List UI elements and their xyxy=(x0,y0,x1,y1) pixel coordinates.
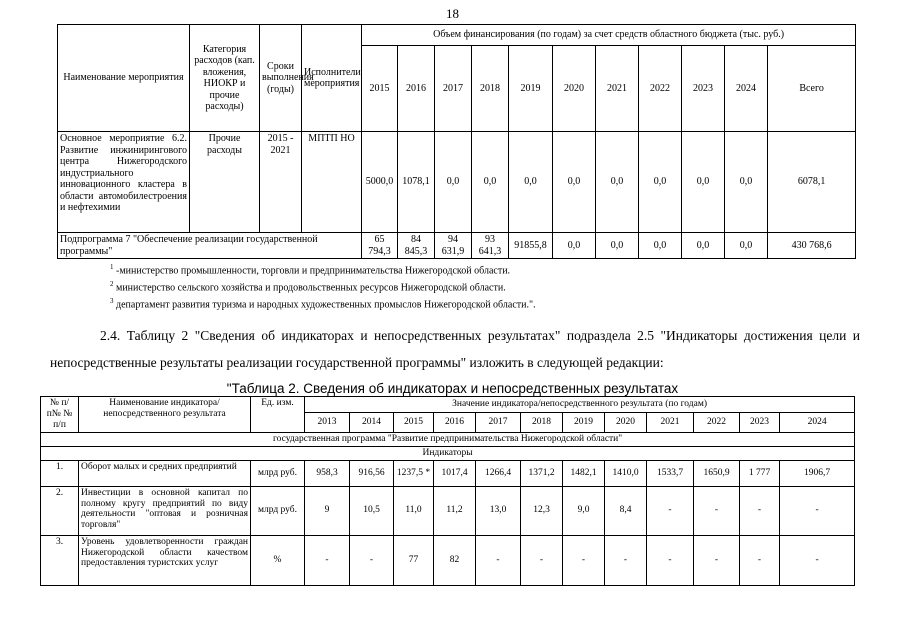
header-year: 2020 xyxy=(605,412,647,432)
row-value: 84 845,3 xyxy=(398,233,435,259)
row-value: - xyxy=(563,535,605,585)
row-value: 9,0 xyxy=(563,486,605,535)
header-year: 2024 xyxy=(780,412,855,432)
body-paragraph: 2.4. Таблицу 2 "Сведения об индикаторах и непосредственных результатах" подраздела 2.5 "Индикаторы достижения цели и непосредственные результаты реализации государственной программы" изложить в следующей редакции: xyxy=(50,328,860,370)
header-year: 2020 xyxy=(553,46,596,132)
row-value: 0,0 xyxy=(639,132,682,233)
header-year: 2024 xyxy=(725,46,768,132)
header-year: 2018 xyxy=(472,46,509,132)
header-year: 2018 xyxy=(521,412,563,432)
section-row: Индикаторы xyxy=(41,446,855,460)
row-value: 11,0 xyxy=(394,486,434,535)
row-value: - xyxy=(780,486,855,535)
row-subprogram-name: Подпрограмма 7 "Обеспечение реализации государственной программы" xyxy=(58,233,362,259)
footnote-text: министерство сельского хозяйства и продовольственных ресурсов Нижегородской области. xyxy=(116,282,506,294)
row-value: 1650,9 xyxy=(694,460,740,486)
row-num: 2. xyxy=(41,486,79,535)
indicators-table xyxy=(40,396,855,586)
footnote xyxy=(110,280,506,293)
row-value: 12,3 xyxy=(521,486,563,535)
header-terms: Сроки выполнения (годы) xyxy=(260,25,302,132)
row-value: 916,56 xyxy=(350,460,394,486)
row-value: 0,0 xyxy=(596,233,639,259)
header-indicator-name: Наименование индикатора/непосредственного результата xyxy=(79,397,251,433)
row-terms: 2015 - 2021 xyxy=(260,132,302,233)
row-unit: млрд руб. xyxy=(251,460,305,486)
row-total: 430 768,6 xyxy=(768,233,856,259)
row-value: - xyxy=(780,535,855,585)
page-number: 18 xyxy=(446,6,459,21)
header-year: 2022 xyxy=(639,46,682,132)
row-value: - xyxy=(647,535,694,585)
row-value: 1906,7 xyxy=(780,460,855,486)
row-value: 65 794,3 xyxy=(362,233,398,259)
table-row xyxy=(41,486,855,535)
row-value: - xyxy=(740,486,780,535)
footnote-text: департамент развития туризма и народных художественных промыслов Нижегородской области.". xyxy=(116,299,536,311)
row-value: 5000,0 xyxy=(362,132,398,233)
row-value: 8,4 xyxy=(605,486,647,535)
row-value: 13,0 xyxy=(476,486,521,535)
row-indicator-name: Уровень удовлетворенности граждан Нижегородской области качеством предоставления туристских услуг xyxy=(79,535,251,585)
row-value: 10,5 xyxy=(350,486,394,535)
program-row: государственная программа "Развитие предпринимательства Нижегородской области" xyxy=(41,432,855,446)
row-value: 0,0 xyxy=(435,132,472,233)
row-num: 1. xyxy=(41,460,79,486)
row-value: - xyxy=(694,535,740,585)
row-value: 1266,4 xyxy=(476,460,521,486)
header-total: Всего xyxy=(768,46,856,132)
row-executors: МПТП НО xyxy=(302,132,362,233)
row-value: - xyxy=(521,535,563,585)
header-year: 2015 xyxy=(394,412,434,432)
row-value: - xyxy=(694,486,740,535)
footnote-text: -министерство промышленности, торговли и предпринимательства Нижегородской области. xyxy=(116,265,511,277)
header-year: 2015 xyxy=(362,46,398,132)
footnote-mark: 3 xyxy=(110,297,114,305)
row-value: 82 xyxy=(434,535,476,585)
header-category: Категория расходов (кап. вложения, НИОКР и прочие расходы) xyxy=(190,25,260,132)
row-unit: % xyxy=(251,535,305,585)
footnote-mark: 2 xyxy=(110,280,114,288)
row-value: 1017,4 xyxy=(434,460,476,486)
header-year: 2023 xyxy=(740,412,780,432)
header-year: 2021 xyxy=(647,412,694,432)
header-year: 2023 xyxy=(682,46,725,132)
row-value: 1371,2 xyxy=(521,460,563,486)
table2-title: "Таблица 2. Сведения об индикаторах и непосредственных результатах xyxy=(226,381,679,396)
row-num: 3. xyxy=(41,535,79,585)
row-value: 77 xyxy=(394,535,434,585)
row-value: 11,2 xyxy=(434,486,476,535)
table-row xyxy=(58,233,856,259)
header-year: 2016 xyxy=(434,412,476,432)
header-executors: Исполнители мероприятия xyxy=(302,25,362,132)
table-row xyxy=(41,535,855,585)
row-value: 0,0 xyxy=(509,132,553,233)
footnote xyxy=(110,297,536,310)
header-year: 2022 xyxy=(694,412,740,432)
header-year: 2014 xyxy=(350,412,394,432)
row-value: 0,0 xyxy=(553,132,596,233)
row-total: 6078,1 xyxy=(768,132,856,233)
row-value: - xyxy=(476,535,521,585)
header-year: 2016 xyxy=(398,46,435,132)
row-value: - xyxy=(740,535,780,585)
row-value: 1410,0 xyxy=(605,460,647,486)
row-indicator-name: Оборот малых и средних предприятий xyxy=(79,460,251,486)
row-value: - xyxy=(350,535,394,585)
row-value: 0,0 xyxy=(682,233,725,259)
row-value: 0,0 xyxy=(596,132,639,233)
footnote xyxy=(110,263,510,276)
row-value: 0,0 xyxy=(725,233,768,259)
header-year: 2021 xyxy=(596,46,639,132)
row-value: 1533,7 xyxy=(647,460,694,486)
row-value: - xyxy=(605,535,647,585)
header-year: 2017 xyxy=(435,46,472,132)
row-value: 9 xyxy=(305,486,350,535)
row-value: 91855,8 xyxy=(509,233,553,259)
header-year: 2019 xyxy=(563,412,605,432)
row-value: 1237,5 * xyxy=(394,460,434,486)
row-value: 1482,1 xyxy=(563,460,605,486)
header-year: 2013 xyxy=(305,412,350,432)
footnote-mark: 1 xyxy=(110,263,114,271)
row-event-name: Основное мероприятие 6.2. Развитие инжинирингового центра Нижегородского индустриального инновационного кластера в области автомобилестроения и нефтехимии xyxy=(58,132,190,233)
row-value: 0,0 xyxy=(553,233,596,259)
row-category: Прочие расходы xyxy=(190,132,260,233)
row-unit: млрд руб. xyxy=(251,486,305,535)
header-unit: Ед. изм. xyxy=(251,397,305,433)
header-event-name: Наименование мероприятия xyxy=(58,25,190,132)
row-value: 93 641,3 xyxy=(472,233,509,259)
row-value: 94 631,9 xyxy=(435,233,472,259)
row-value: 0,0 xyxy=(472,132,509,233)
row-value: - xyxy=(647,486,694,535)
row-value: 958,3 xyxy=(305,460,350,486)
row-value: 0,0 xyxy=(725,132,768,233)
table-row xyxy=(41,460,855,486)
table-row xyxy=(58,132,856,233)
row-value: 0,0 xyxy=(639,233,682,259)
row-value: 0,0 xyxy=(682,132,725,233)
funding-table xyxy=(57,24,856,259)
header-year: 2017 xyxy=(476,412,521,432)
row-value: 1078,1 xyxy=(398,132,435,233)
header-num: № п/п№ № п/п xyxy=(41,397,79,433)
row-value: - xyxy=(305,535,350,585)
row-value: 1 777 xyxy=(740,460,780,486)
header-year: 2019 xyxy=(509,46,553,132)
header-funding: Объем финансирования (по годам) за счет средств областного бюджета (тыс. руб.) xyxy=(362,25,856,46)
header-values: Значение индикатора/непосредственного результата (по годам) xyxy=(305,397,855,413)
row-indicator-name: Инвестиции в основной капитал по полному кругу предприятий по виду деятельности "оптовая и розничная торговля" xyxy=(79,486,251,535)
